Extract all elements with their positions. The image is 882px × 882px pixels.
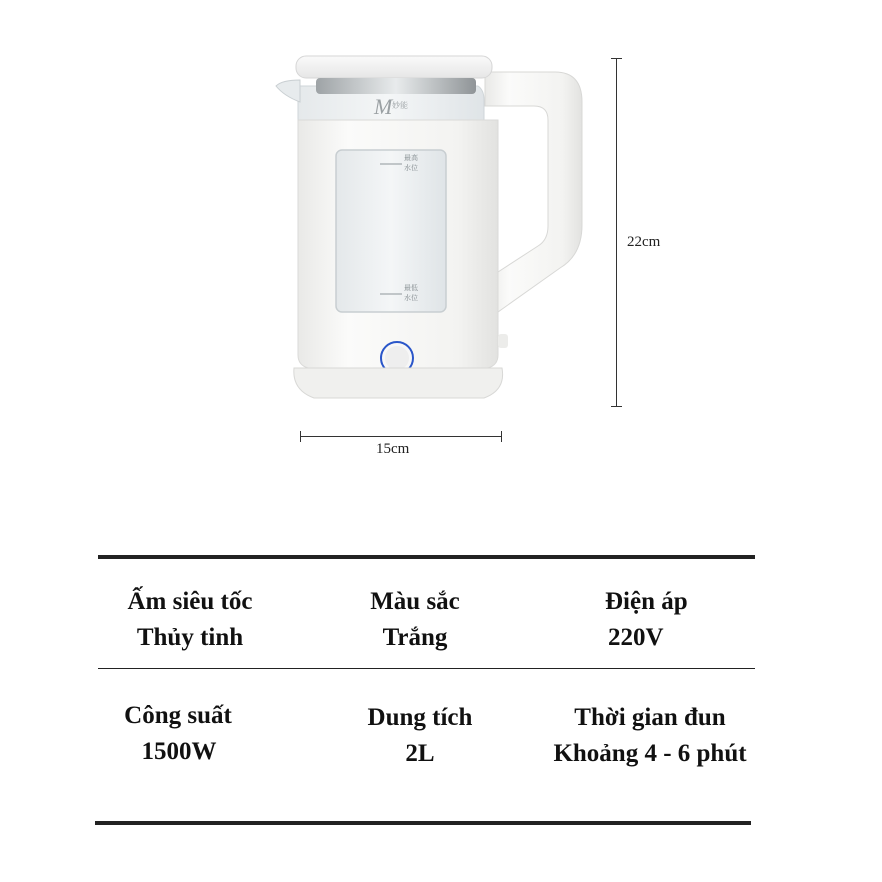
steel-ring (316, 78, 476, 94)
spec-voltage-label: Điện áp (605, 588, 688, 615)
height-dimension-cap-top (611, 58, 622, 59)
spec-color-value: Trắng (382, 624, 448, 651)
lid (296, 56, 492, 78)
height-dimension-line (616, 58, 617, 407)
spec-power (88, 698, 268, 770)
kettle-image (270, 50, 600, 420)
svg-text:最高: 最高 (404, 154, 418, 162)
spec-voltage (575, 584, 725, 656)
width-label: 15cm (376, 441, 410, 457)
height-label: 22cm (627, 234, 661, 250)
width-dimension-cap-left (300, 431, 301, 442)
handle (485, 72, 582, 312)
spec-table-middle-rule (98, 668, 755, 669)
spec-table-top-rule (98, 555, 755, 559)
water-window (336, 150, 446, 312)
svg-text:M: M (374, 94, 393, 119)
height-dimension-cap-bottom (611, 406, 622, 407)
width-dimension-cap-right (501, 431, 502, 442)
spec-voltage-value: 220V (608, 624, 664, 651)
spec-boil-time-value: Khoảng 4 - 6 phút (553, 740, 747, 767)
spec-capacity-label: Dung tích (367, 704, 473, 731)
kettle-base (294, 368, 503, 398)
spec-color-label: Màu sắc (370, 588, 460, 615)
svg-text:最低: 最低 (404, 284, 418, 292)
spec-color (330, 584, 500, 656)
spec-boil-time (525, 700, 775, 772)
svg-text:妙能: 妙能 (392, 101, 408, 110)
spec-power-value: 1500W (141, 738, 217, 765)
spec-table-bottom-rule (95, 821, 751, 825)
spec-type-value: Thủy tinh (136, 624, 244, 651)
svg-text:水位: 水位 (404, 294, 418, 302)
spec-type (100, 584, 280, 656)
svg-text:水位: 水位 (404, 164, 418, 172)
width-dimension-line (300, 436, 502, 437)
spec-boil-time-label: Thời gian đun (574, 704, 726, 731)
spout (276, 80, 300, 102)
spec-capacity (340, 700, 500, 772)
spec-power-label: Công suất (124, 702, 232, 729)
spec-type-label: Ấm siêu tốc (127, 588, 253, 615)
spec-capacity-value: 2L (405, 740, 435, 767)
